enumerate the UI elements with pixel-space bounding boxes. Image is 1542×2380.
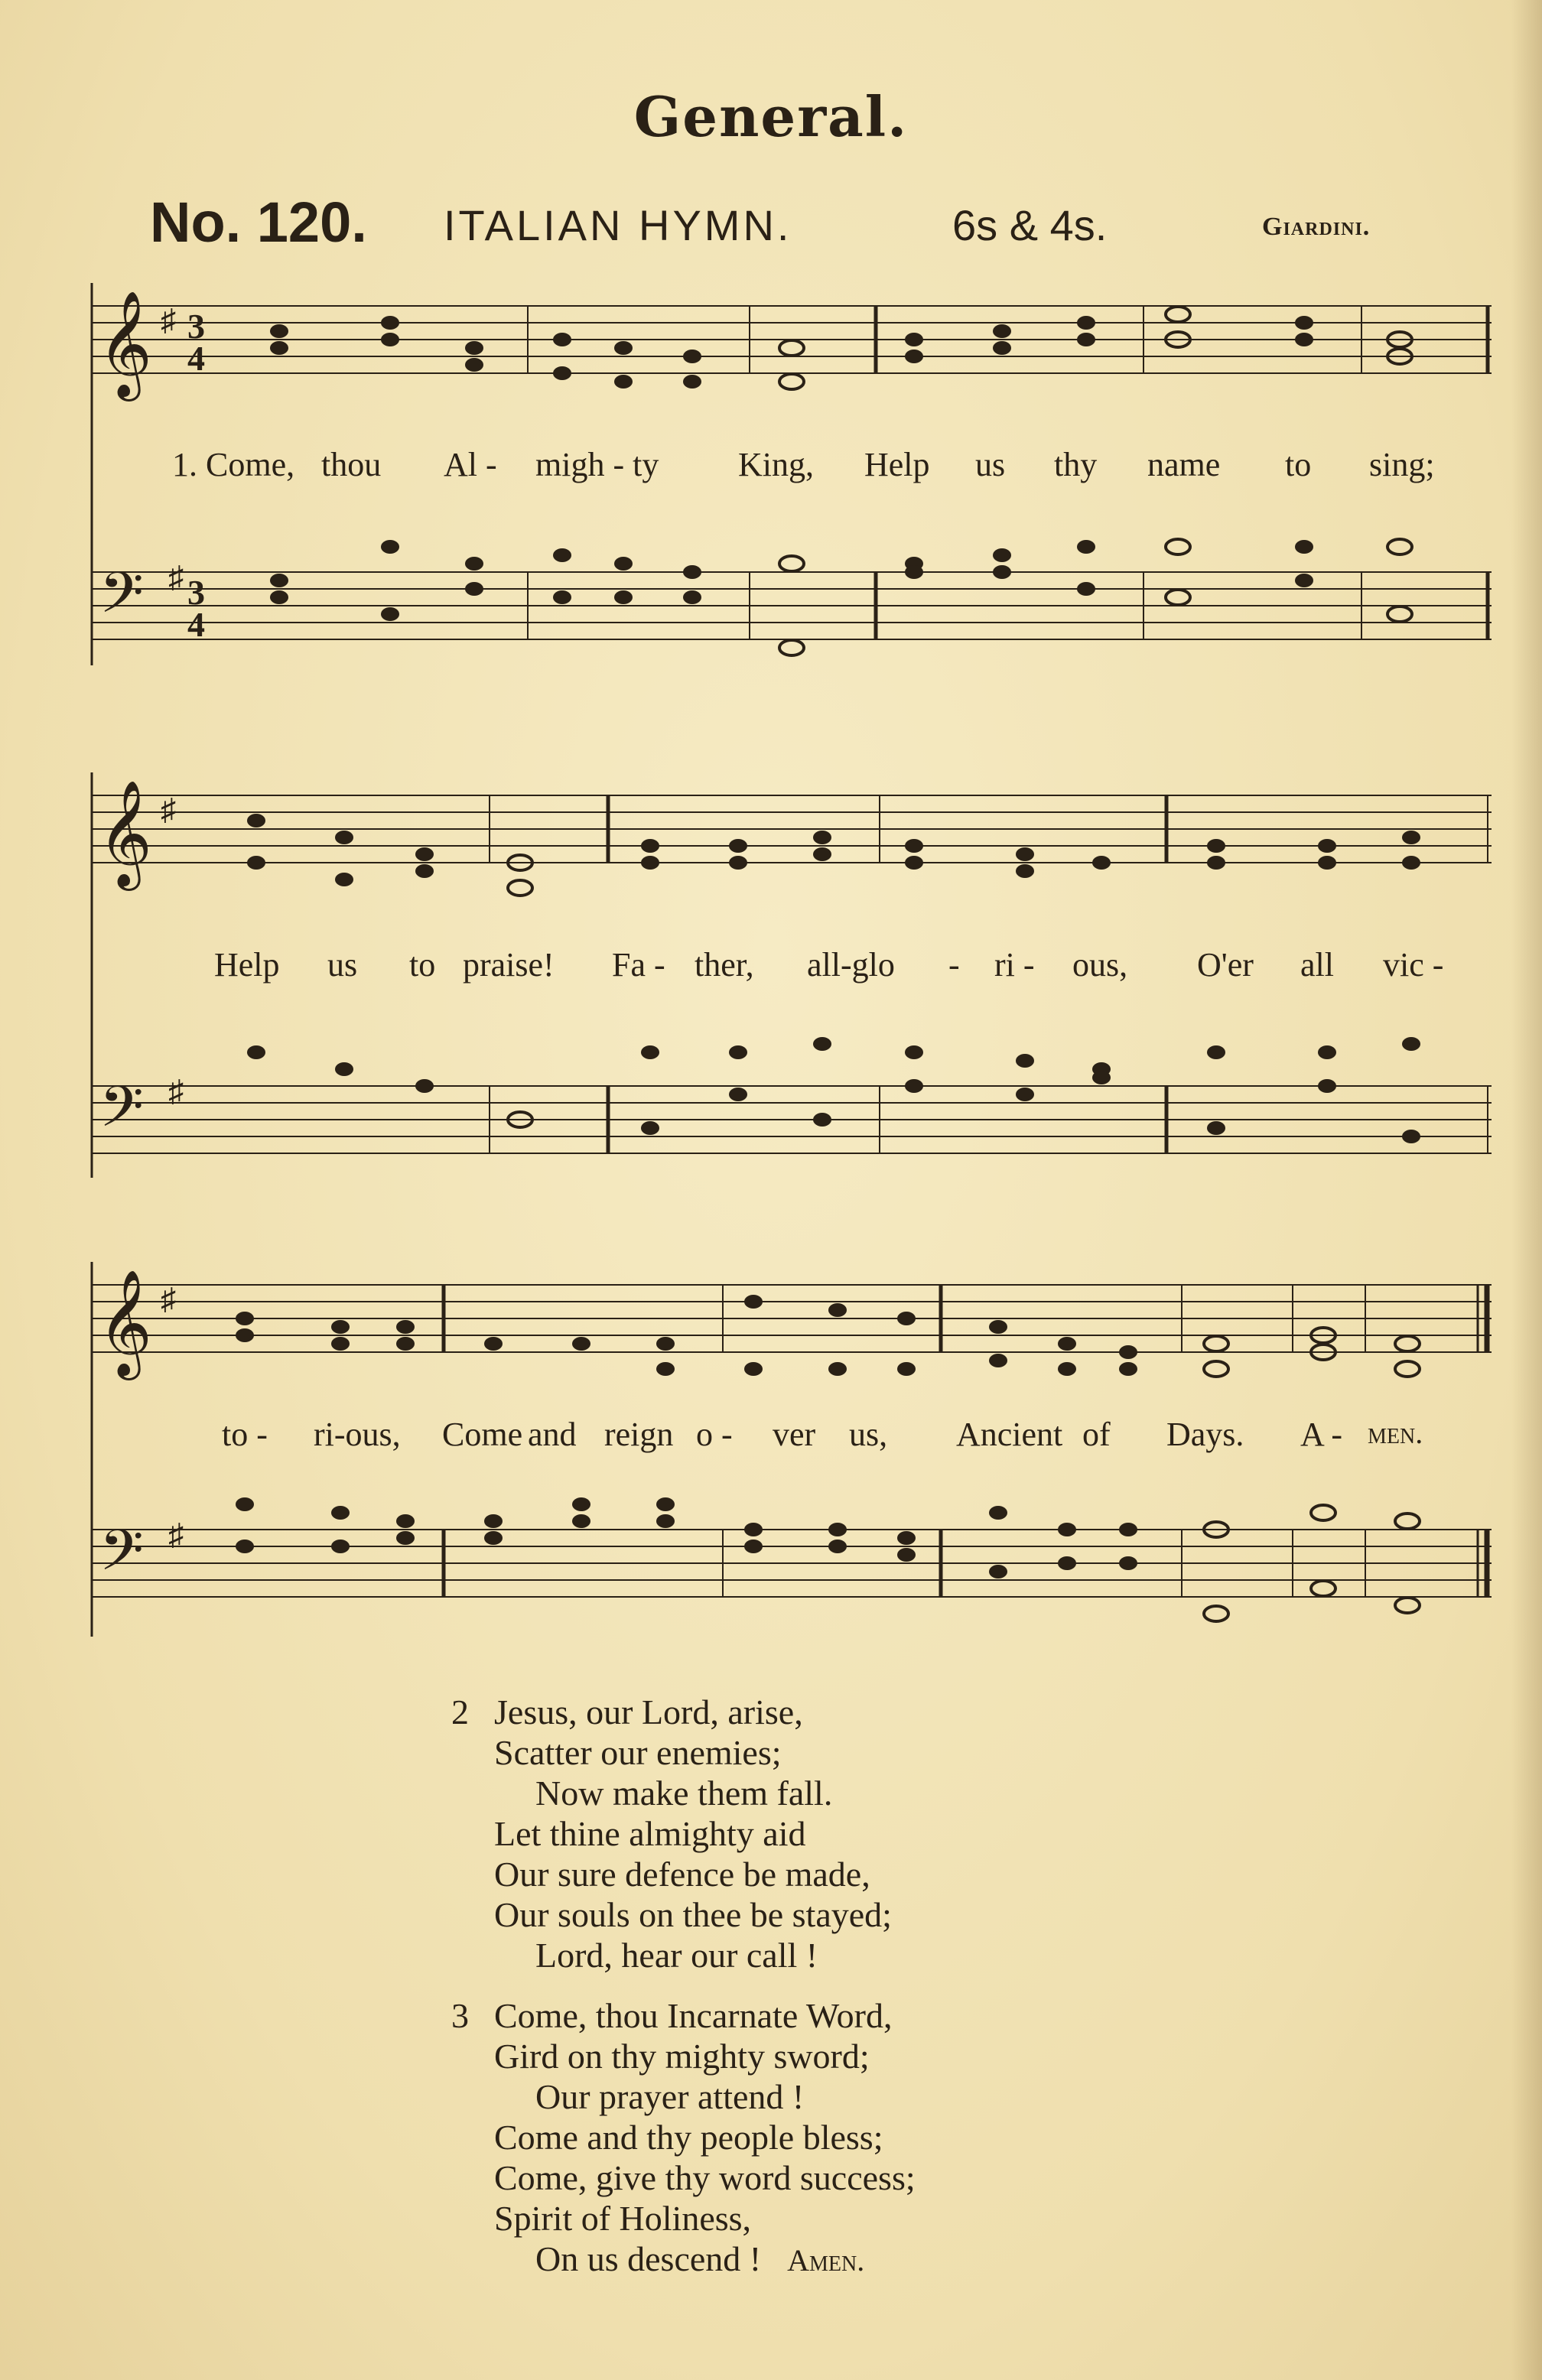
lyric-syllable: us [327,946,358,984]
lyric-syllable: Help [214,946,280,984]
verse-line: Let thine almighty aid [494,1814,806,1853]
verse-line: Our sure defence be made, [494,1855,870,1894]
bass-clef-icon: 𝄢 [99,1517,144,1598]
hymn-header [0,190,1542,258]
lyric-syllable: Come [442,1416,523,1453]
lyric-syllable: name [1147,446,1221,483]
sharp-icon: ♯ [168,1074,184,1108]
lyric-syllable: o - [696,1416,733,1453]
sharp-icon: ♯ [168,1517,184,1552]
treble-clef-icon: 𝄞 [98,780,152,886]
lyric-syllable: ri - [994,946,1035,984]
verse-text: On us descend ! [535,2239,762,2278]
music-system-2 [0,765,1542,1216]
lyric-syllable: praise! [463,946,555,984]
verse-line: Come and thy people bless; [494,2118,883,2157]
verse-number: 3 [451,1996,469,2035]
treble-clef-icon: 𝄞 [98,1270,152,1376]
lyric-syllable: men. [1368,1416,1423,1450]
lyric-syllable: King, [738,446,814,483]
verse-line: Come, give thy word success; [494,2158,916,2197]
time-signature-top: 3 [187,307,205,346]
verse-text: Jesus, our Lord, arise, [494,1692,803,1731]
treble-notes [247,814,1420,896]
tune-name: ITALIAN HYMN. [444,201,792,249]
time-signature-top: 3 [187,573,205,612]
lyric-syllable: Ancient [956,1416,1063,1453]
lyric-syllable: to [1285,446,1312,483]
bass-clef-icon: 𝄢 [99,560,144,640]
verse-line: Our prayer attend ! [535,2077,805,2116]
verse-line: Lord, hear our call ! [535,1936,818,1975]
lyric-syllable: Days. [1166,1416,1244,1453]
sharp-icon: ♯ [161,303,176,337]
verse-line: Spirit of Holiness, [494,2199,752,2238]
lyric-syllable: 1. Come, [172,446,295,483]
verses-block [451,1692,916,2300]
lyric-syllable: to [409,946,436,984]
treble-clef-icon: 𝄞 [98,291,152,397]
verse-line: Scatter our enemies; [494,1733,782,1772]
composer: Giardini. [1262,213,1371,241]
lyric-syllable: reign [604,1416,674,1453]
lyric-syllable: - [948,946,960,984]
lyric-syllable: of [1082,1416,1111,1453]
treble-notes [270,307,1412,389]
lyric-syllable: A - [1300,1416,1342,1453]
verse-line: Gird on thy mighty sword; [494,2037,870,2076]
lyric-syllable: thy [1054,446,1098,483]
lyric-syllable: Help [864,446,930,483]
amen-label: Amen. [787,2243,865,2278]
verse-line: Now make them fall. [535,1774,833,1813]
lyric-syllable: Fa - [612,946,665,984]
hymn-number: No. 120. [150,190,367,254]
verse-line: Our souls on thee be stayed; [494,1895,892,1934]
lyric-syllable: ous, [1072,946,1128,984]
lyric-syllable: all-glo [807,946,895,984]
lyric-syllable: and [528,1416,577,1453]
lyric-syllable: migh - ty [535,446,659,483]
verse-line [451,1995,916,2036]
lyric-syllable: ver [773,1416,816,1453]
lyric-syllable: us [975,446,1006,483]
verse-number: 2 [451,1692,469,1731]
lyric-syllable: ri-ous, [314,1416,401,1453]
verse-line [451,1692,916,1732]
time-signature-bottom: 4 [187,605,205,644]
sharp-icon: ♯ [161,1282,176,1316]
lyric-syllable: to - [222,1416,268,1453]
section-title: General. [633,84,909,149]
lyric-syllable: Al - [444,446,497,483]
time-signature-bottom: 4 [187,339,205,378]
lyric-syllable: ther, [695,946,754,984]
bass-clef-icon: 𝄢 [99,1074,144,1154]
music-system-1 [0,275,1542,704]
verse-text: Come, thou Incarnate Word, [494,1996,893,2035]
lyric-syllable: vic - [1383,946,1444,984]
verse-3 [451,1995,916,2281]
sharp-icon: ♯ [161,792,176,827]
lyric-syllable: sing; [1369,446,1435,483]
lyric-syllable: us, [849,1416,888,1453]
lyric-syllable: O'er [1197,946,1254,984]
verse-line [451,2239,916,2281]
lyric-syllable: thou [321,446,382,483]
meter: 6s & 4s. [952,201,1108,249]
music-system-3 [0,1254,1542,1683]
verse-2 [451,1692,916,1975]
sharp-icon: ♯ [168,560,184,594]
lyric-syllable: all [1300,946,1334,984]
